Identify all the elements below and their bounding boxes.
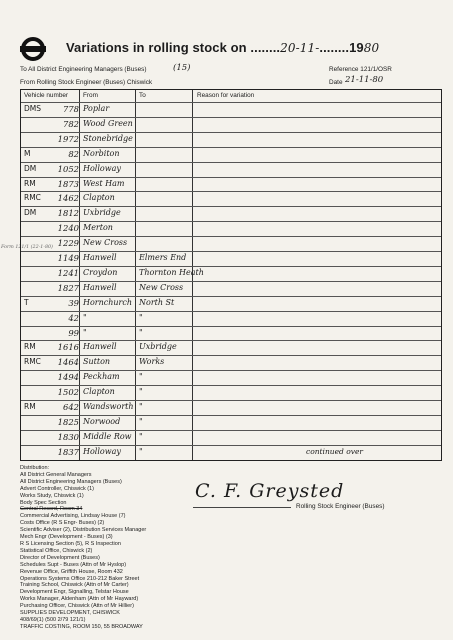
vehicle-number: 1462 [57,193,79,204]
table-row [21,118,441,132]
table-row [21,237,441,251]
table-row [21,282,441,296]
distribution-item: Training School, Chiswick (Attn of Mr Carter) [20,582,129,589]
distribution-item: Director of Development (Buses) [20,554,100,561]
table-row [21,431,441,445]
vehicle-number: 42 [68,312,79,323]
vehicle-number: 1827 [57,282,79,293]
to-garage: Uxbridge [139,342,177,352]
from-garage: Hornchurch [83,297,133,307]
date-value: 21-11-80 [345,75,384,85]
to-garage: Elmers End [139,253,187,262]
vehicle-number: 1837 [57,446,79,457]
vehicle-number: 1464 [57,357,79,368]
table-row [21,312,441,326]
vehicle-number: 1494 [57,372,79,383]
distribution-item: Operations Systems Office 210-212 Baker Street [20,575,140,582]
table-row [21,148,441,162]
table-row [21,103,441,117]
vehicle-number: 99 [68,327,79,338]
to-garage: " [139,416,143,426]
from-garage: Merton [83,223,113,233]
to-garage: " [139,327,143,337]
variations-table [20,89,442,461]
from-garage: Clapton [83,387,115,397]
date-label: Date [329,79,343,86]
table-row [21,341,441,355]
vehicle-number: 778 [63,104,79,114]
to-garage: New Cross [139,282,184,292]
to-garage: " [139,431,143,441]
signature: C. F. Greysted [195,480,345,502]
from-garage: " [83,327,87,337]
table-row [21,252,441,266]
column-header-to: To [139,92,146,99]
continued-note: continued over [306,447,364,456]
table-row [21,297,441,311]
vehicle-class: DM [24,208,37,218]
vehicle-number: 1149 [57,253,79,263]
table-row [21,133,441,147]
column-header-vehicle: Vehicle number [24,92,69,99]
from-garage: " [83,312,87,322]
circular-number: (15) [173,63,191,73]
vehicle-class: T [24,297,29,307]
distribution-item: Body Spec Section [20,499,67,506]
reference-number: Reference 121/1/OSR [329,66,392,73]
vehicle-class: DM [24,163,37,173]
show-through-text [60,2,450,16]
from-garage: Poplar [83,104,110,113]
table-row [21,267,441,281]
distribution-item: Works Manager, Aldenham (Attn of Mr Hayward) [20,596,139,603]
distribution-list [20,465,215,631]
vehicle-number: 82 [68,148,79,159]
vehicle-class: RM [24,402,36,411]
vehicle-number: 1972 [57,133,79,144]
handwritten-date: 20-11- [280,41,320,55]
vehicle-number: 39 [68,297,79,308]
from-garage: Sutton [83,357,111,367]
distribution-item: All District General Managers [20,471,92,478]
vehicle-number: 1052 [57,163,79,174]
from-garage: Middle Row [83,431,132,441]
vehicle-class: DMS [24,104,42,113]
vehicle-number: 1812 [57,208,79,219]
distribution-item: Development Engr, Signalling, Telstar House [20,589,129,596]
vehicle-number: 642 [63,402,79,412]
from-garage: New Cross [83,238,128,248]
distribution-item: Advert Controller, Chiswick (1) [20,485,94,492]
distribution-item: Mech Engr (Development - Buses) (3) [20,534,113,541]
to-garage: Works [139,357,165,367]
to-garage: North St [139,297,175,307]
to-garage: " [139,312,143,322]
vehicle-class: RMC [24,193,41,203]
to-garage: " [139,372,143,382]
vehicle-number: 1241 [57,267,79,278]
table-row [21,327,441,341]
distribution-item: Costs Office (R S Engr- Buses) (2) [20,520,105,527]
margin-note: Form 121/1 (22-1-80) [1,245,53,250]
london-transport-roundel-icon [20,36,46,62]
to-garage: " [139,446,143,456]
from-garage: Wood Green [83,118,133,128]
table-row [21,163,441,177]
distribution-item: Schedules Supt - Buses (Attn of Mr Hyslop) [20,561,127,568]
from-garage: Hanwell [83,282,117,292]
distribution-item: Commercial Advertising, Lindsay House (7) [20,513,126,520]
table-row [21,416,441,430]
signature-line [193,507,291,508]
to-garage: " [139,402,143,411]
from-garage: Hanwell [83,342,117,352]
from-garage: Uxbridge [83,208,121,218]
distribution-heading: Distribution: [20,465,50,471]
distribution-item: Central Record, Room 34 [20,506,83,513]
column-header-reason: Reason for variation [197,92,255,99]
sender: From Rolling Stock Engineer (Buses) Chiswick [20,79,153,86]
column-header-from: From [83,92,98,99]
table-row [21,401,441,415]
vehicle-class: RMC [24,357,41,367]
signature-caption: Rolling Stock Engineer (Buses) [296,503,385,510]
vehicle-number: 1502 [57,387,79,398]
from-garage: Stonebridge [83,133,133,143]
distribution-item: Purchasing Officer, Chiswick (Attn of Mr Hillier) [20,603,134,610]
vehicle-number: 1616 [57,342,79,353]
distribution-item: SUPPLIES DEVELOPMENT, CHISWICK [20,610,120,617]
distribution-item: TRAFFIC COSTING, ROOM 150, 55 BROADWAY [20,623,143,630]
distribution-item: Works Study, Chiswick (1) [20,492,84,499]
table-row [21,222,441,236]
from-garage: Norwood [83,416,121,426]
distribution-item: 408/69(1) (500 2/79 121/1) [20,616,86,623]
distribution-item: All District Engineering Managers (Buses) [20,478,122,485]
table-row [21,446,441,460]
vehicle-number: 782 [63,118,79,129]
vehicle-number: 1830 [57,431,79,442]
to-garage: " [139,387,143,397]
distribution-item: R S Licensing Section (5), R S Inspection [20,540,121,547]
vehicle-number: 1825 [57,416,79,427]
table-row [21,356,441,370]
from-garage: Holloway [83,163,121,173]
table-row [21,371,441,385]
from-garage: Croydon [83,267,118,277]
vehicle-number: 1873 [57,178,79,189]
table-row [21,192,441,206]
table-row [21,386,441,400]
from-garage: Clapton [83,193,115,203]
distribution-item: Revenue Office, Griffith House, Room 432 [20,568,123,575]
distribution-item: Scientific Adviser (2), Distribution Services Manager [20,527,147,534]
table-row [21,178,441,192]
from-garage: Wandsworth [83,402,134,411]
vehicle-class: RM [24,178,36,188]
to-garage: Thornton Heath [139,267,204,277]
distribution-item: Statistical Office, Chiswick (2) [20,547,93,554]
form-title: Variations in rolling stock on ........20-11-........1980 [66,40,380,55]
addressee: To All District Engineering Managers (Buses) [20,66,147,73]
vehicle-number: 1229 [57,238,79,249]
vehicle-number: 1240 [57,223,79,234]
from-garage: West Ham [83,178,125,188]
from-garage: Holloway [83,446,121,456]
from-garage: Hanwell [83,253,117,262]
table-row [21,207,441,221]
handwritten-year: 80 [363,41,380,55]
from-garage: Peckham [83,372,120,382]
from-garage: Norbiton [83,148,120,158]
vehicle-class: RM [24,342,36,352]
vehicle-class: M [24,148,31,158]
